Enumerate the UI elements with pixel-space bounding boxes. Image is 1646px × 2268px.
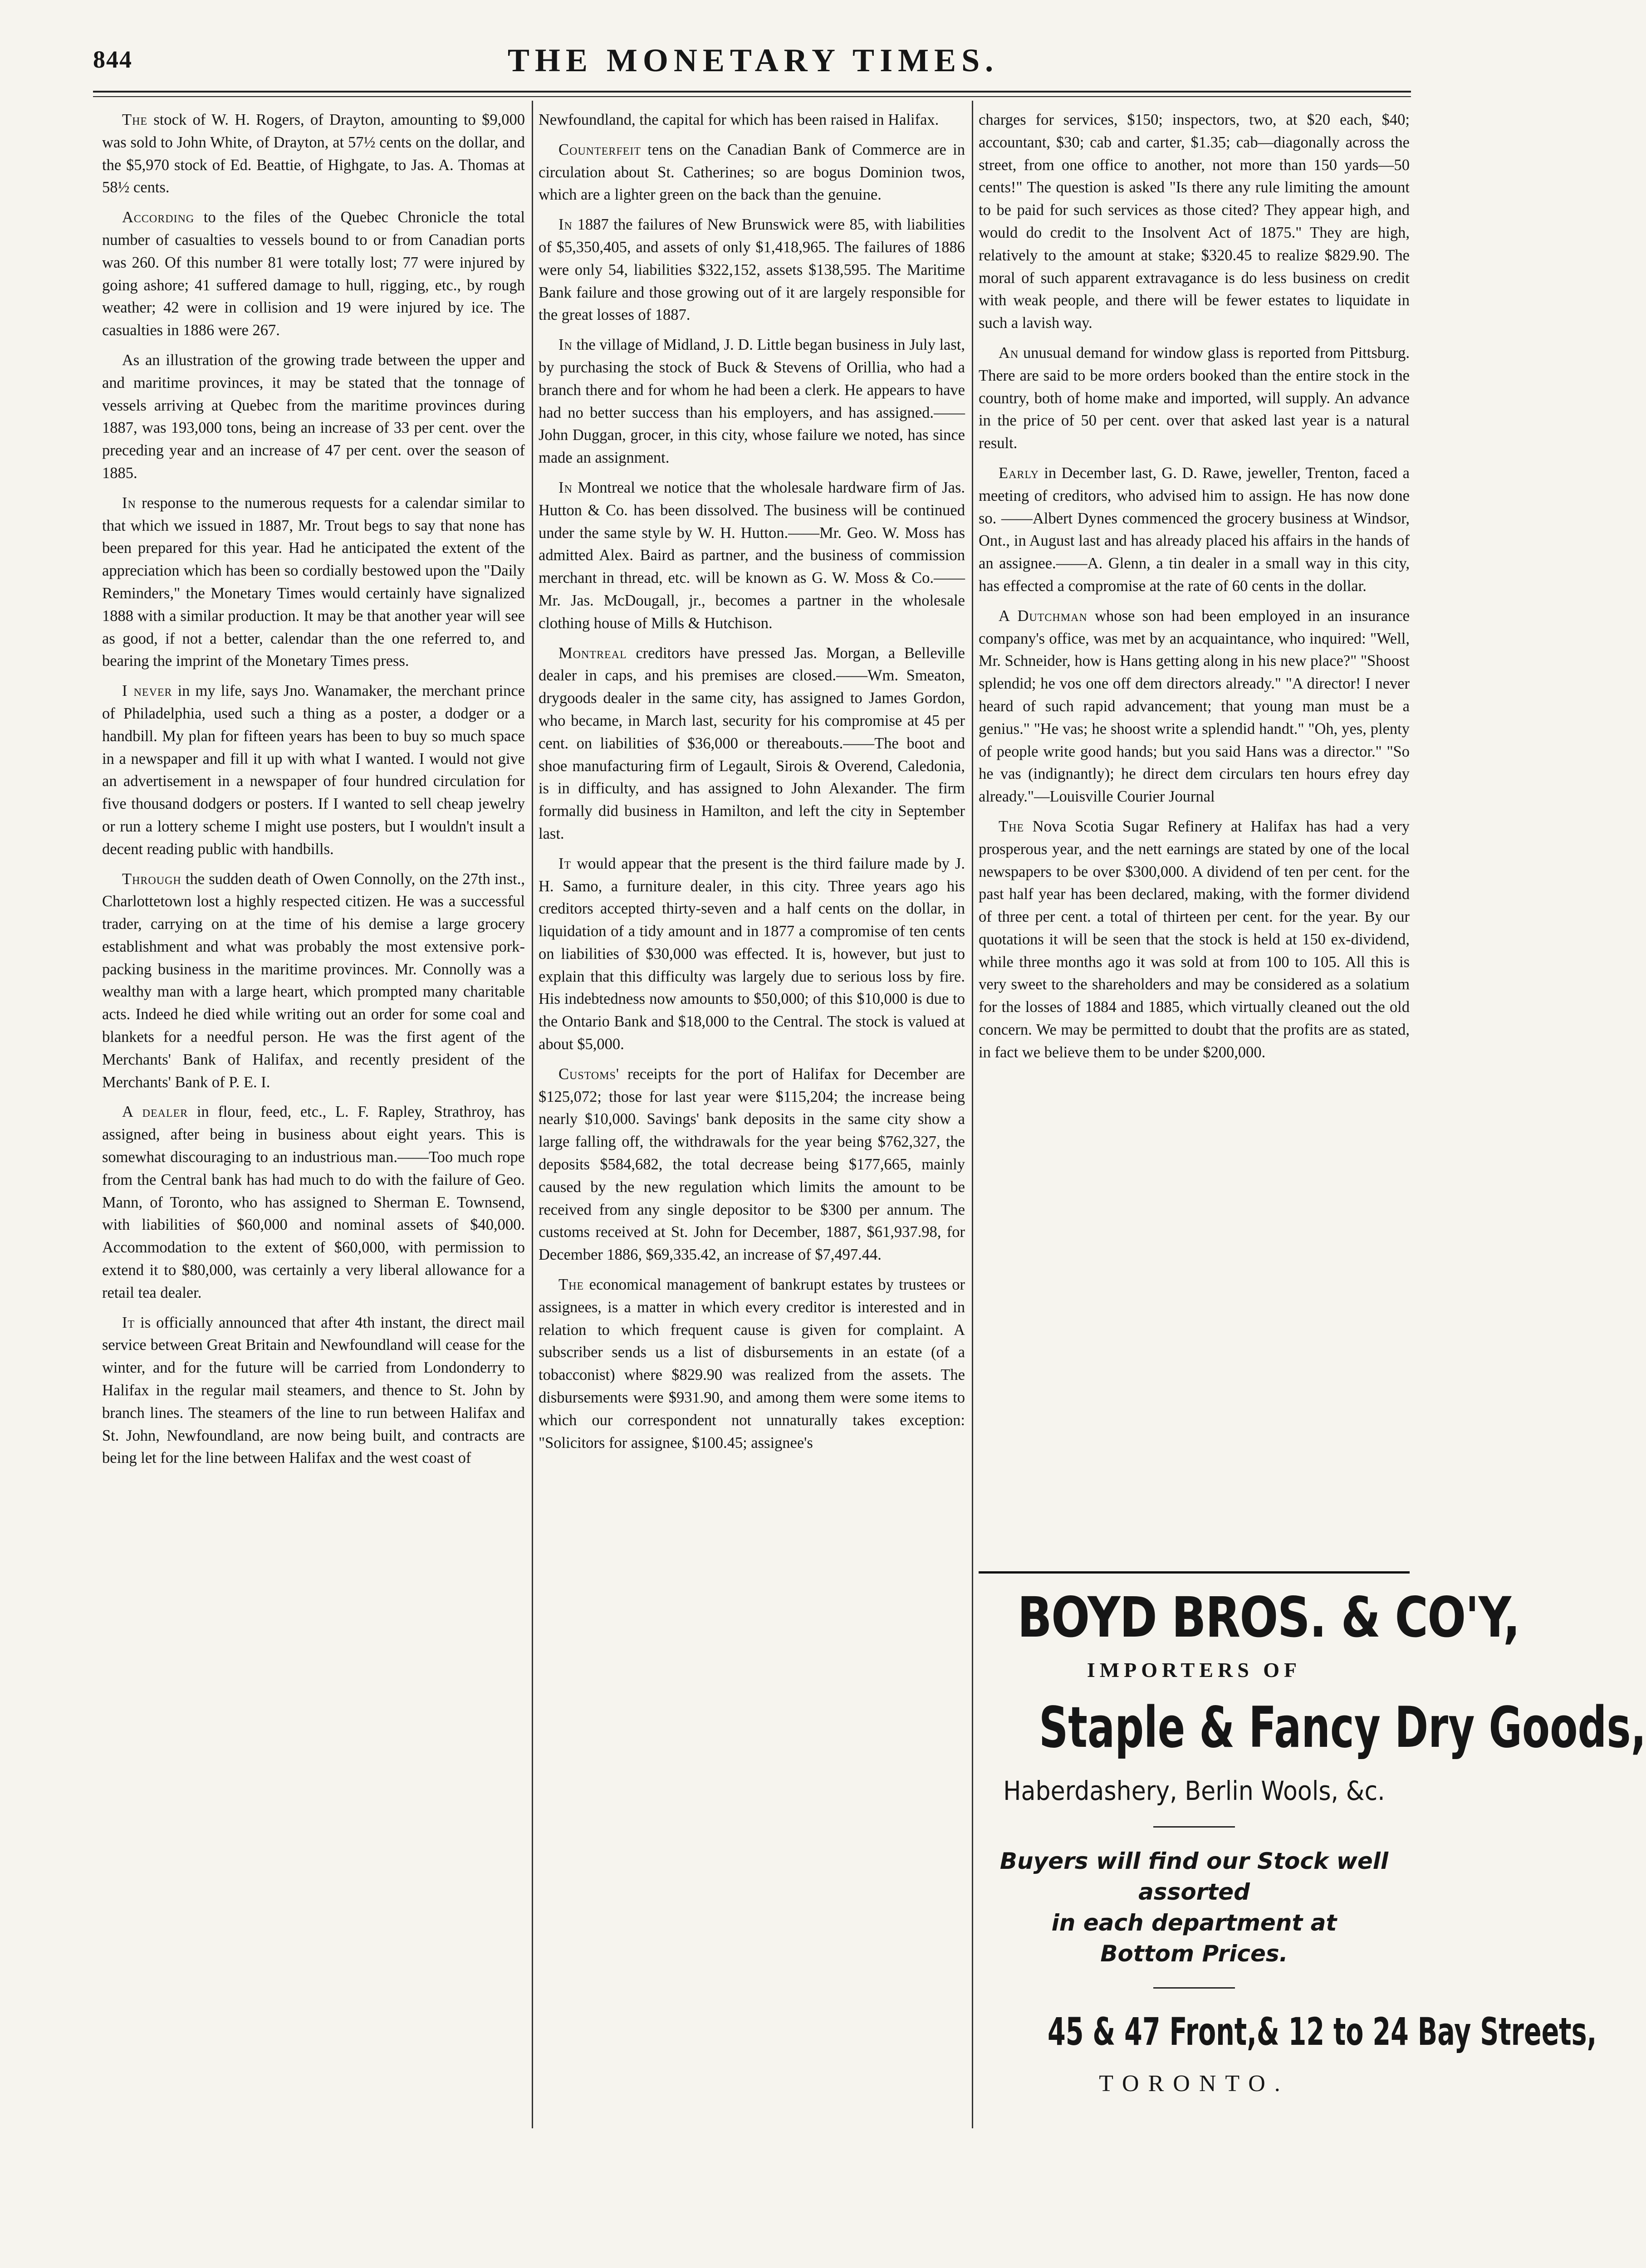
article-paragraph: [979, 605, 1410, 808]
paragraph-lead-word: It: [122, 1314, 135, 1331]
paragraph-text: response to the numerous requests for a calendar similar to that which we issued in 1887, Mr. Trout begs to say that none has been prepared for this year. Had he anticipated the extent of the appreciation which has been so cordially bestowed upon the "Daily Reminders," the Monetary Times would certainly have signalized 1888 with a similar production. It may be that another year will see as good, if not a better, calendar than the one referred to, and bearing the imprint of the Monetary Times press.: [102, 494, 525, 670]
paragraph-lead-word: A Dutchman: [999, 607, 1088, 625]
paragraph-text: in December last, G. D. Rawe, jeweller, Trenton, faced a meeting of creditors, who advised him to assign. He has now done so. ——Albert Dynes commenced the grocery business at Windsor, Ont., in August last and has already placed his affairs in the hands of an assignee.——A. Glenn, a tin dealer in a small way in this city, has effected a compromise at the rate of 60 cents in the dollar.: [979, 464, 1410, 595]
paragraph-text: As an illustration of the growing trade between the upper and and maritime provinces, it may be stated that the tonnage of vessels arriving at Quebec from the maritime provinces during 1887, was 193,000 tons, being an increase of 33 per cent. over the preceding year and an increase of 47 per cent. over the season of 1885.: [102, 351, 525, 482]
paragraph-text: to the files of the Quebec Chronicle the total number of casualties to vessels bound to or from Canadian ports was 260. Of this number 81 were totally lost; 77 were injured by going ashore; 41 suffered damage to hull, rigging, etc., by rough weather; 42 were in collision and 19 were injured by ice. The casualties in 1886 were 267.: [102, 209, 525, 339]
paragraph-lead-word: Through: [122, 870, 181, 888]
paragraph-lead-word: Counterfeit: [558, 141, 641, 158]
ad-items: Haberdashery, Berlin Wools, &c.: [1003, 1775, 1385, 1806]
ad-buyers-line: in each department at: [1051, 1910, 1337, 1936]
ad-company-name: BOYD BROS. & CO'Y,: [1017, 1585, 1520, 1650]
ad-buyers-line: Buyers will find our Stock well assorted: [999, 1848, 1389, 1905]
paragraph-text: Montreal we notice that the wholesale hardware firm of Jas. Hutton & Co. has been dissolved. The business will be continued under the same style by W. H. Hutton.——Mr. Geo. W. Moss has admitted Alex. Baird as partner, and the business of commission merchant in thread, etc. will be known as G. W. Moss & Co.——Mr. Jas. McDougall, jr., becomes a partner in the wholesale clothing house of Mills & Hutchison.: [539, 479, 965, 632]
paragraph-lead-word: Montreal: [558, 644, 627, 662]
paragraph-lead-word: It: [558, 855, 572, 872]
article-paragraph: [102, 206, 525, 342]
paragraph-text: the village of Midland, J. D. Little began business in July last, by purchasing the stock of Buck & Stevens of Orillia, who had a branch there and for whom he had been a clerk. He appears to have had no better success than his employers, and has assigned.——John Duggan, grocer, in this city, whose failure we noted, has since made an assignment.: [539, 336, 965, 467]
paragraph-lead-word: An: [999, 344, 1019, 362]
article-paragraph: [539, 214, 965, 327]
paragraph-text: unusual demand for window glass is reported from Pittsburg. There are said to be more orders booked than the entire stock in the country, both of home make and imported, will supply. An advance in the price of 50 per cent. over that asked last year is a natural result.: [979, 344, 1410, 452]
paragraph-text: whose son had been employed in an insurance company's office, was met by an acquaintance, who inquired: "Well, Mr. Schneider, how is Hans getting along in his new place?" "Shoost splendid; he vos one off dem directors already." "A director! I never heard of such rapid advancement; that young man must be a genius." "He vas; he shoost write a splendid handt." "Oh, yes, plenty of people write good hands; but you said Hans was a director." "So he vas (indignantly); he direct dem circulars ten hours efrey day already."—Louisville Courier Journal: [979, 607, 1410, 806]
paragraph-lead-word: In: [558, 336, 573, 354]
paragraph-lead-word: In: [558, 216, 573, 234]
article-paragraph: [102, 349, 525, 485]
article-paragraph: [102, 1312, 525, 1470]
paragraph-text: receipts for the port of Halifax for December are $125,072; those for last year were $115,204; the increase being nearly $10,000. Savings' bank deposits in the same city show a large falling off, the withdrawals for the year being $762,327, the deposits $584,682, the total decrease being $177,665, mainly caused by the new regulation which limits the amount to be received from any single depositor to be $300 per annum. The customs received at St. John for December, 1887, $61,937.98, for December 1886, $69,335.42, an increase of $7,497.44.: [539, 1065, 965, 1264]
paragraph-lead-word: Early: [999, 464, 1039, 482]
paragraph-text: in flour, feed, etc., L. F. Rapley, Strathroy, has assigned, after being in business about eight years. This is somewhat discouraging to an industrious man.——Too much rope from the Central bank has had much to do with the failure of Geo. Mann, of Toronto, who has assigned to Sherman E. Townsend, with liabilities of $60,000 and nominal assets of $40,000. Accommodation to the extent of $60,000, with permission to extend it to $80,000, was certainly a very liberal allowance for a retail tea dealer.: [102, 1103, 525, 1301]
ad-top-rule: [979, 1571, 1410, 1574]
article-paragraph: [102, 492, 525, 673]
paragraph-lead-word: In: [558, 479, 573, 496]
paragraph-text: Newfoundland, the capital for which has been raised in Halifax.: [539, 111, 939, 128]
article-paragraph: [539, 853, 965, 1056]
article-paragraph: [979, 109, 1410, 335]
article-paragraph: [539, 139, 965, 206]
paragraph-text: is officially announced that after 4th instant, the direct mail service between Great Britain and Newfoundland will cease for the winter, and for the future will be carried from Londonderry to Halifax in the regular mail steamers, and thence to St. John by branch lines. The steamers of the line to run between Halifax and St. John, Newfoundland, are now being built, and contracts are being let for the line between Halifax and the west coast of: [102, 1314, 525, 1467]
article-paragraph: [539, 642, 965, 846]
ad-importers-label: IMPORTERS OF: [1087, 1658, 1302, 1681]
article-paragraph: [539, 1274, 965, 1454]
masthead-title: THE MONETARY TIMES.: [507, 42, 999, 78]
paragraph-lead-word: I never: [122, 682, 172, 700]
paragraph-text: 1887 the failures of New Brunswick were 85, with liabilities of $5,350,405, and assets of only $1,418,965. The failures of 1886 were only 54, liabilities $322,152, assets $138,595. The Maritime Bank failure and those growing out of it are largely responsible for the great losses of 1887.: [539, 216, 965, 324]
ad-divider: [1153, 1987, 1235, 1989]
paragraph-text: the sudden death of Owen Connolly, on the 27th inst., Charlottetown lost a highly respected citizen. He was a successful trader, carrying on at the time of his demise a large grocery establishment and what was probably the most extensive pork-packing business in the maritime provinces. Mr. Connolly was a wealthy man with a large heart, which prompted many charitable acts. Indeed he died while writing out an order for some coal and blankets for a needful person. He was the first agent of the Merchants' Bank of Halifax, and recently president of the Merchants' Bank of P. E. I.: [102, 870, 525, 1091]
advertisement-box: [979, 1560, 1646, 2268]
paragraph-lead-word: The: [999, 817, 1024, 835]
paragraph-text: economical management of bankrupt estates by trustees or assignees, is a matter in which every creditor is interested and in relation to which frequent cause is given for complaint. A subscriber sends us a list of disbursements in an estate (of a tobacconist) where $829.90 was realized from the assets. The disbursements were $931.90, and among them were some items to which our correspondent not unnaturally takes exception: "Solicitors for assignee, $100.45; assignee's: [539, 1276, 965, 1452]
ad-buyers-line: Bottom Prices.: [1100, 1941, 1288, 1967]
column-separator: [532, 101, 533, 2128]
ad-divider: [1153, 1826, 1235, 1828]
header-rule-thin: [93, 96, 1411, 97]
article-paragraph: [539, 334, 965, 469]
ad-address: 45 & 47 Front,& 12 to 24 Bay Streets,: [1048, 2009, 1597, 2054]
article-paragraph: [539, 477, 965, 635]
ad-city: TORONTO.: [1099, 2071, 1289, 2097]
paragraph-text: charges for services, $150; inspectors, two, at $20 each, $40; accountant, $30; cab and carter, $1.35; cab—diagonally across the street, from one office to another, not more than 150 yards—50 cents!" The question is asked "Is there any rule limiting the amount to be paid for such services as those cited? They appear high, and would do credit to the Insolvent Act of 1875." They are high, relatively to the amount at stake; $320.45 to realize $829.90. The moral of such apparent extravagance is do less business on credit with weak people, and there will be fewer estates to liquidate in such a lavish way.: [979, 111, 1410, 332]
paragraph-text: Nova Scotia Sugar Refinery at Halifax has had a very prosperous year, and the nett earnings are stated by one of the local newspapers to be over $300,000. A dividend of ten per cent. for the past half year has been declared, making, with the former dividend of three per cent. a total of thirteen per cent. for the year. By our quotations it will be seen that the stock is held at 150 ex-dividend, while three months ago it was sold at from 100 to 105. All this is very sweet to the shareholders and may be considered as a solatium for the losses of 1884 and 1885, which virtually cleaned out the old concern. We may be permitted to doubt that the profits are as stated, in fact we believe them to be under $200,000.: [979, 817, 1410, 1061]
paragraph-text: stock of W. H. Rogers, of Drayton, amounting to $9,000 was sold to John White, of Drayton, at 57½ cents on the dollar, and the $5,970 stock of Ed. Beattie, of Highgate, to Jas. A. Thomas at 58½ cents.: [102, 111, 525, 196]
paragraph-text: would appear that the present is the third failure made by J. H. Samo, a furniture dealer, in this city. Three years ago his creditors accepted thirty-seven and a half cents on the dollar, in liquidation of a tidy amount and in 1877 a compromise of ten cents on liabilities of $30,000 was effected. It is, however, but just to explain that this difficulty was largely due to serious loss by fire. His indebtedness now amounts to $50,000; of this $10,000 is due to the Ontario Bank and $18,000 to the Central. The stock is valued at about $5,000.: [539, 855, 965, 1053]
column-1: [102, 109, 525, 2204]
paragraph-lead-word: Customs': [558, 1065, 620, 1083]
paragraph-lead-word: The: [122, 111, 148, 128]
paragraph-text: in my life, says Jno. Wanamaker, the merchant prince of Philadelphia, used such a thing as a poster, a dodger or a handbill. My plan for fifteen years has been to buy so much space in a newspaper and fill it up with what I wanted. I would not give an advertisement in a newspaper of four hundred circulation for five thousand dodgers or posters. If I wanted to sell cheap jewelry or run a lottery scheme I might use posters, but I wouldn't insult a decent reading public with handbills.: [102, 682, 525, 858]
header-rule: [93, 91, 1411, 93]
article-paragraph: [979, 462, 1410, 598]
article-paragraph: [539, 1063, 965, 1266]
paragraph-lead-word: According: [122, 209, 195, 226]
paragraph-text: tens on the Canadian Bank of Commerce are in circulation about St. Catherines; so are bogus Dominion twos, which are a lighter green on the back than the genuine.: [539, 141, 965, 204]
article-paragraph: [102, 680, 525, 860]
article-paragraph: [979, 342, 1410, 455]
article-paragraph: [979, 816, 1410, 1064]
paragraph-lead-word: A dealer: [122, 1103, 188, 1121]
paragraph-lead-word: In: [122, 494, 136, 512]
article-paragraph: [102, 1101, 525, 1304]
article-paragraph: [102, 868, 525, 1094]
ad-goods: Staple & Fancy Dry Goods,: [1039, 1695, 1646, 1760]
column-separator: [972, 101, 973, 2128]
article-paragraph: [539, 109, 965, 132]
page-number: 844: [93, 46, 132, 73]
paragraph-text: creditors have pressed Jas. Morgan, a Belleville dealer in caps, and his premises are closed.——Wm. Smeaton, drygoods dealer in the same city, has assigned to James Gordon, who became, in March last, security for his compromise at 45 per cent. on liabilities of $36,000 or thereabouts.——The boot and shoe manufacturing firm of Legault, Sirois & Overend, Caledonia, is in difficulty, and has assigned to John Alexander. The firm formally did business in Hamilton, and left the city in September last.: [539, 644, 965, 842]
column-2: [539, 109, 965, 2204]
article-paragraph: [102, 109, 525, 199]
paragraph-lead-word: The: [558, 1276, 584, 1294]
